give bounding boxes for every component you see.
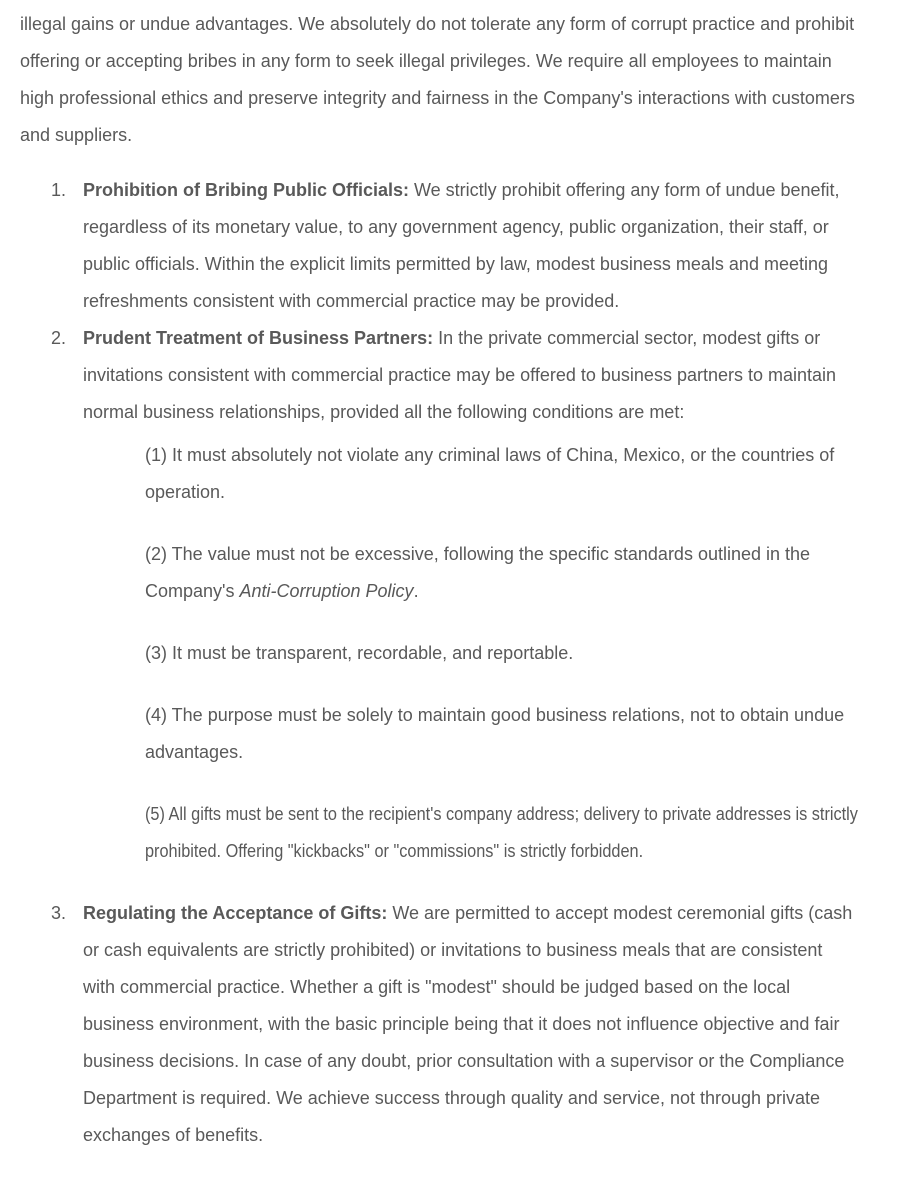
list-item-text bbox=[83, 172, 858, 320]
condition-5 bbox=[145, 796, 860, 870]
list-item-text bbox=[83, 895, 858, 1154]
list-item-business-partners bbox=[20, 320, 880, 870]
condition-text: (5) All gifts must be sent to the recipient's company address; delivery to private addresses is strictly prohibited. Offering "kickbacks" or "commissions" is strictly forbidden. bbox=[145, 804, 858, 861]
item-body: We strictly prohibit offering any form of undue benefit, regardless of its monetary value, to any government agency, public organization, their staff, or public officials. Within the explicit limits permitted by law, modest business meals and meeting refreshments consistent with commercial practice may be provided. bbox=[83, 180, 840, 311]
list-item-accepting-gifts bbox=[20, 895, 880, 1154]
condition-end: . bbox=[413, 581, 419, 601]
list-item-text bbox=[83, 320, 858, 431]
policy-name: Anti-Corruption Policy bbox=[239, 581, 414, 601]
item-heading: Prudent Treatment of Business Partners: bbox=[83, 328, 434, 348]
policy-list bbox=[20, 172, 880, 1154]
item-heading: Regulating the Acceptance of Gifts: bbox=[83, 903, 388, 923]
condition-3: (3) It must be transparent, recordable, and reportable. bbox=[145, 643, 574, 663]
condition-4: (4) The purpose must be solely to maintain good business relations, not to obtain undue advantages. bbox=[145, 705, 845, 762]
intro-paragraph: illegal gains or undue advantages. We absolutely do not tolerate any form of corrupt practice and prohibit offering or accepting bribes in any form to seek illegal privileges. We require all employees to maintain high professional ethics and preserve integrity and fairness in the Company's interactions with customers and suppliers. bbox=[20, 14, 855, 145]
list-number: 2. bbox=[51, 328, 67, 348]
document-body bbox=[20, 6, 880, 1154]
conditions-list bbox=[83, 437, 880, 870]
item-body: We are permitted to accept modest ceremonial gifts (cash or cash equivalents are strictly prohibited) or invitations to business meals that are consistent with commercial practice. Whether a gift is "modest" should be judged based on the local business environment, with the basic principle being that it does not influence objective and fair business decisions. In case of any doubt, prior consultation with a supervisor or the Compliance Department is required. We achieve success through quality and service, not through private exchanges of benefits. bbox=[83, 903, 853, 1145]
condition-text: (2) The value must not be excessive, following the specific standards outlined in the Company's bbox=[145, 544, 811, 601]
item-heading: Prohibition of Bribing Public Officials: bbox=[83, 180, 409, 200]
condition-1: (1) It must absolutely not violate any criminal laws of China, Mexico, or the countries of operation. bbox=[145, 445, 835, 502]
list-number: 3. bbox=[51, 903, 67, 923]
condition-2 bbox=[145, 536, 860, 610]
list-number: 1. bbox=[51, 180, 67, 200]
list-item-public-officials bbox=[20, 172, 880, 320]
item-body: In the private commercial sector, modest gifts or invitations consistent with commercial practice may be offered to business partners to maintain normal business relationships, provided all the following conditions are met: bbox=[83, 328, 837, 422]
